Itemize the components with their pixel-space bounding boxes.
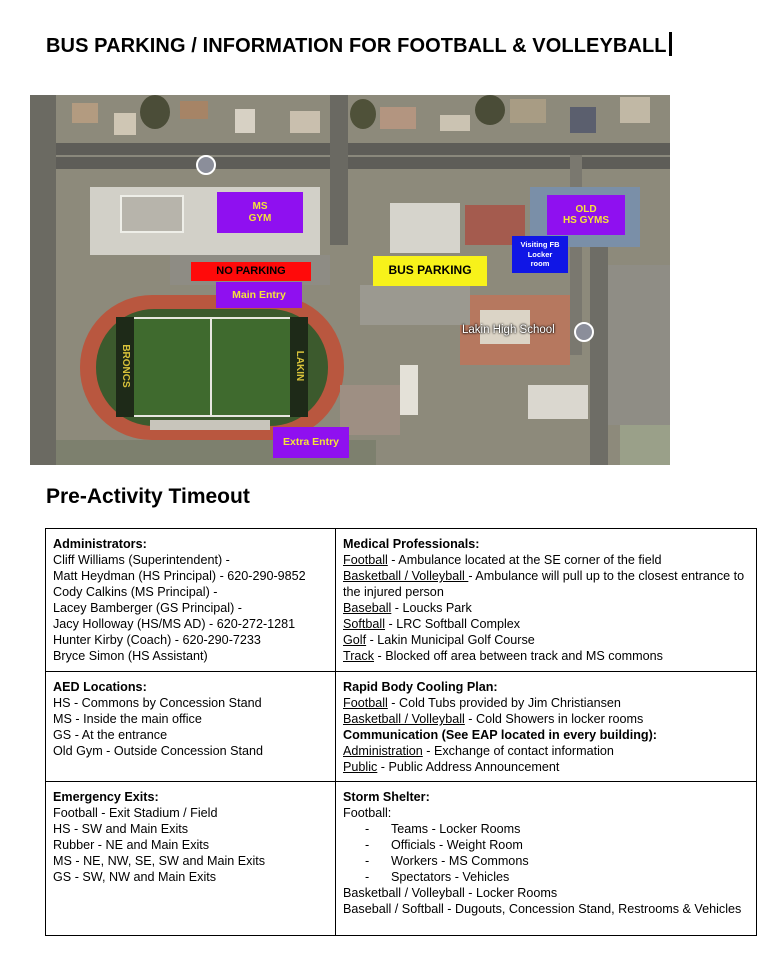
medical-item-label: Baseball bbox=[343, 601, 392, 615]
house bbox=[72, 103, 98, 123]
road-east bbox=[590, 245, 608, 465]
list-item bbox=[343, 600, 750, 616]
medical-item-label: Track bbox=[343, 649, 375, 663]
list-item: MS - Inside the main office bbox=[53, 712, 202, 726]
east-lawn bbox=[620, 425, 670, 465]
hs-annex bbox=[400, 365, 418, 415]
list-item: Cliff Williams (Superintendent) - bbox=[53, 553, 230, 567]
house bbox=[510, 99, 546, 123]
ms-building-inner bbox=[120, 195, 184, 233]
list-item: Hunter Kirby (Coach) - 620-290-7233 bbox=[53, 633, 261, 647]
list-item: Cody Calkins (MS Principal) - bbox=[53, 585, 218, 599]
school-pin-icon bbox=[196, 155, 216, 175]
cooling-cell bbox=[336, 672, 757, 782]
list-item: Old Gym - Outside Concession Stand bbox=[53, 744, 263, 758]
label-old-hs-gyms: OLD HS GYMS bbox=[547, 195, 625, 235]
table-row bbox=[46, 782, 757, 936]
list-item: GS - SW, NW and Main Exits bbox=[53, 870, 217, 884]
storm-cell bbox=[336, 782, 757, 936]
communication-item-text: - Exchange of contact information bbox=[422, 744, 614, 758]
label-extra-entry: Extra Entry bbox=[273, 427, 349, 458]
label-ms-gym: MS GYM bbox=[217, 192, 303, 233]
tree bbox=[475, 95, 505, 125]
east-lot bbox=[608, 265, 670, 425]
list-item bbox=[343, 743, 750, 759]
aed-cell bbox=[46, 672, 336, 782]
medical-cell bbox=[336, 529, 757, 672]
list-item bbox=[343, 648, 750, 664]
label-school-name: Lakin High School bbox=[462, 324, 555, 337]
list-item bbox=[343, 616, 750, 632]
list-item: - Workers - MS Commons bbox=[365, 853, 750, 869]
medical-item-label: Golf bbox=[343, 633, 367, 647]
list-item bbox=[343, 552, 750, 568]
house bbox=[380, 107, 416, 129]
list-item bbox=[343, 632, 750, 648]
house bbox=[440, 115, 470, 131]
list-item: Basketball / Volleyball - Locker Rooms bbox=[343, 886, 558, 900]
aerial-map bbox=[30, 95, 670, 465]
house bbox=[180, 101, 208, 119]
house bbox=[570, 107, 596, 133]
aed-heading: AED Locations: bbox=[53, 680, 147, 694]
list-item: MS - NE, NW, SE, SW and Main Exits bbox=[53, 854, 266, 868]
list-item: HS - Commons by Concession Stand bbox=[53, 696, 262, 710]
south-lot bbox=[340, 385, 400, 435]
bleachers bbox=[150, 420, 270, 430]
list-item: Bryce Simon (HS Assistant) bbox=[53, 649, 208, 663]
medical-item-label: Softball bbox=[343, 617, 386, 631]
communication-heading: Communication (See EAP located in every building): bbox=[343, 728, 657, 742]
medical-item-text: - LRC Softball Complex bbox=[385, 617, 521, 631]
medical-item-text: - Ambulance located at the SE corner of the field bbox=[387, 553, 662, 567]
cooling-heading: Rapid Body Cooling Plan: bbox=[343, 680, 498, 694]
label-no-parking: NO PARKING bbox=[191, 262, 311, 281]
list-item bbox=[343, 695, 750, 711]
exits-heading: Emergency Exits: bbox=[53, 790, 159, 804]
list-item: GS - At the entrance bbox=[53, 728, 168, 742]
list-item: Baseball / Softball - Dugouts, Concession Stand, Restrooms & Vehicles bbox=[343, 902, 742, 916]
list-item bbox=[343, 711, 750, 727]
medical-item-text: - Lakin Municipal Golf Course bbox=[366, 633, 535, 647]
exits-cell bbox=[46, 782, 336, 936]
list-item bbox=[343, 568, 750, 600]
road-west bbox=[30, 95, 56, 465]
medical-item-label: Football bbox=[343, 553, 388, 567]
cooling-item-label: Football bbox=[343, 696, 388, 710]
label-visiting-fb-locker-room: Visiting FB Locker room bbox=[512, 236, 568, 273]
list-item: - Teams - Locker Rooms bbox=[365, 821, 750, 837]
page-title-text: BUS PARKING / INFORMATION FOR FOOTBALL & VOLLEYBALL bbox=[46, 35, 667, 57]
yard-line bbox=[210, 317, 212, 417]
list-item: Rubber - NE and Main Exits bbox=[53, 838, 210, 852]
list-item: - Officials - Weight Room bbox=[365, 837, 750, 853]
road-mid bbox=[330, 95, 348, 245]
list-item: Football - Exit Stadium / Field bbox=[53, 806, 218, 820]
label-main-entry: Main Entry bbox=[216, 282, 302, 308]
cooling-item-text: - Cold Tubs provided by Jim Christiansen bbox=[387, 696, 621, 710]
field-label-lakin: LAKIN bbox=[293, 350, 305, 382]
medical-item-label: Basketball / Volleyball bbox=[343, 569, 469, 583]
medical-item-text: - Blocked off area between track and MS commons bbox=[374, 649, 663, 663]
list-item: Jacy Holloway (HS/MS AD) - 620-272-1281 bbox=[53, 617, 296, 631]
list-item: HS - SW and Main Exits bbox=[53, 822, 189, 836]
storm-intro: Football: bbox=[343, 806, 392, 820]
list-item: Matt Heydman (HS Principal) - 620-290-9852 bbox=[53, 569, 306, 583]
communication-item-label: Administration bbox=[343, 744, 423, 758]
field-label-broncs: BRONCS bbox=[119, 344, 131, 388]
section-title: Pre-Activity Timeout bbox=[46, 485, 250, 508]
info-table bbox=[45, 528, 757, 936]
school-pin-icon bbox=[574, 322, 594, 342]
hs-annex bbox=[528, 385, 588, 419]
list-item bbox=[343, 759, 750, 775]
house bbox=[114, 113, 136, 135]
medical-item-text: - Loucks Park bbox=[391, 601, 472, 615]
bus-lot bbox=[360, 285, 470, 325]
administrators-heading: Administrators: bbox=[53, 537, 147, 551]
cooling-item-text: - Cold Showers in locker rooms bbox=[464, 712, 644, 726]
medical-item-text: - Ambulance will pull up to the closest entrance to the injured person bbox=[343, 569, 745, 599]
table-row bbox=[46, 529, 757, 672]
list-item: Lacey Bamberger (GS Principal) - bbox=[53, 601, 242, 615]
table-row bbox=[46, 672, 757, 782]
medical-heading: Medical Professionals: bbox=[343, 537, 480, 551]
house bbox=[290, 111, 320, 133]
house bbox=[620, 97, 650, 123]
storm-bullet-list bbox=[343, 821, 750, 885]
text-cursor bbox=[669, 32, 672, 56]
football-field bbox=[116, 317, 308, 417]
communication-item-label: Public bbox=[343, 760, 378, 774]
communication-item-text: - Public Address Announcement bbox=[377, 760, 560, 774]
storm-heading: Storm Shelter: bbox=[343, 790, 430, 804]
hs-building bbox=[390, 203, 460, 253]
administrators-cell bbox=[46, 529, 336, 672]
tree bbox=[140, 95, 170, 129]
label-bus-parking: BUS PARKING bbox=[373, 256, 487, 286]
tree bbox=[350, 99, 376, 129]
page-title bbox=[46, 32, 672, 58]
cooling-item-label: Basketball / Volleyball bbox=[343, 712, 465, 726]
house bbox=[235, 109, 255, 133]
list-item: - Spectators - Vehicles bbox=[365, 869, 750, 885]
